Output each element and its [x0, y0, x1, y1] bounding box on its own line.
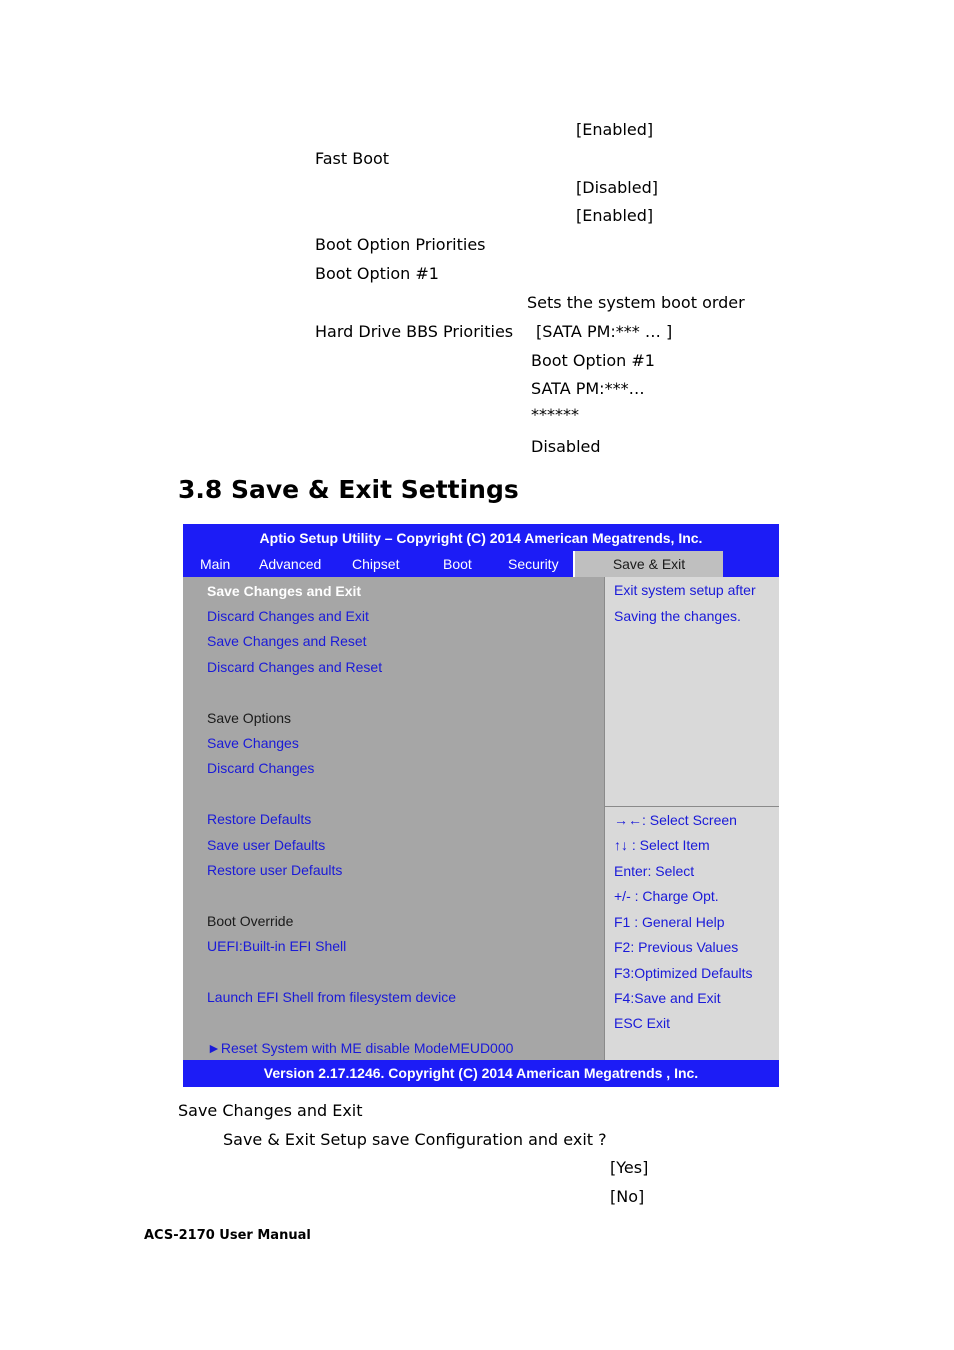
menu-security[interactable]: Security — [508, 556, 559, 572]
menu-save-exit[interactable]: Save & Exit — [575, 551, 723, 577]
help-line-1: Exit system setup after — [614, 582, 756, 598]
label-boot-option-1b: Boot Option #1 — [531, 351, 655, 370]
value-sata-bracket: [SATA PM:*** … ] — [536, 322, 673, 341]
value-enabled: [Enabled] — [576, 120, 654, 139]
key-change-opt: +/- : Charge Opt. — [614, 888, 719, 904]
label-boot-override: Boot Override — [207, 913, 294, 929]
item-save-changes[interactable]: Save Changes — [207, 735, 299, 751]
item-save-changes-reset[interactable]: Save Changes and Reset — [207, 633, 367, 649]
key-esc-exit: ESC Exit — [614, 1015, 671, 1031]
key-enter-select: Enter: Select — [614, 863, 695, 879]
bios-screenshot — [183, 524, 779, 1087]
item-discard-changes-exit[interactable]: Discard Changes and Exit — [207, 608, 369, 624]
value-enabled-2: [Enabled] — [576, 206, 654, 225]
label-fast-boot: Fast Boot — [315, 149, 390, 168]
key-select-item: ↑↓ : Select Item — [614, 837, 710, 853]
section-title: 3.8 Save & Exit Settings — [178, 475, 519, 504]
label-save-changes-exit: Save Changes and Exit — [178, 1101, 363, 1120]
bios-menubar — [183, 551, 779, 577]
label-boot-option-priorities: Boot Option Priorities — [315, 235, 486, 254]
value-disabled-2: Disabled — [531, 437, 601, 456]
menu-boot[interactable]: Boot — [443, 556, 472, 572]
item-restore-user-defaults[interactable]: Restore user Defaults — [207, 862, 343, 878]
label-hdd-bbs: Hard Drive BBS Priorities — [315, 322, 514, 341]
bios-header: Aptio Setup Utility – Copyright (C) 2014 American Megatrends, Inc. — [183, 524, 779, 551]
key-f2-previous: F2: Previous Values — [614, 939, 739, 955]
help-line-2: Saving the changes. — [614, 608, 741, 624]
value-stars: ****** — [531, 405, 579, 424]
item-uefi-shell[interactable]: UEFI:Built-in EFI Shell — [207, 938, 347, 954]
prompt-save-exit: Save & Exit Setup save Configuration and exit ? — [223, 1130, 607, 1149]
option-no: [No] — [610, 1187, 645, 1206]
key-f4-save-exit: F4:Save and Exit — [614, 990, 721, 1006]
bios-help-panel — [604, 577, 779, 806]
bios-keys-panel — [604, 806, 779, 1060]
item-discard-changes-reset[interactable]: Discard Changes and Reset — [207, 659, 383, 675]
option-yes: [Yes] — [610, 1158, 649, 1177]
label-save-options: Save Options — [207, 710, 292, 726]
key-select-screen: →←: Select Screen — [614, 812, 737, 828]
item-reset-me-disable[interactable]: ►Reset System with ME disable ModeMEUD000 — [207, 1040, 514, 1056]
key-f1-help: F1 : General Help — [614, 914, 725, 930]
item-restore-defaults[interactable]: Restore Defaults — [207, 811, 312, 827]
bios-footer: Version 2.17.1246. Copyright (C) 2014 American Megatrends , Inc. — [183, 1060, 779, 1087]
item-save-user-defaults[interactable]: Save user Defaults — [207, 837, 326, 853]
label-boot-option-1: Boot Option #1 — [315, 264, 439, 283]
menu-main[interactable]: Main — [200, 556, 231, 572]
menu-advanced[interactable]: Advanced — [259, 556, 322, 572]
item-discard-changes[interactable]: Discard Changes — [207, 760, 315, 776]
value-disabled: [Disabled] — [576, 178, 658, 197]
menu-chipset[interactable]: Chipset — [352, 556, 400, 572]
item-save-changes-exit[interactable]: Save Changes and Exit — [207, 583, 362, 599]
desc-sets-boot-order: Sets the system boot order — [527, 293, 745, 312]
item-launch-efi-shell[interactable]: Launch EFI Shell from filesystem device — [207, 989, 456, 1005]
key-f3-defaults: F3:Optimized Defaults — [614, 965, 753, 981]
document-footer: ACS-2170 User Manual — [144, 1228, 311, 1243]
value-sata-pm: SATA PM:***… — [531, 379, 645, 398]
bios-options-panel — [183, 577, 604, 1060]
